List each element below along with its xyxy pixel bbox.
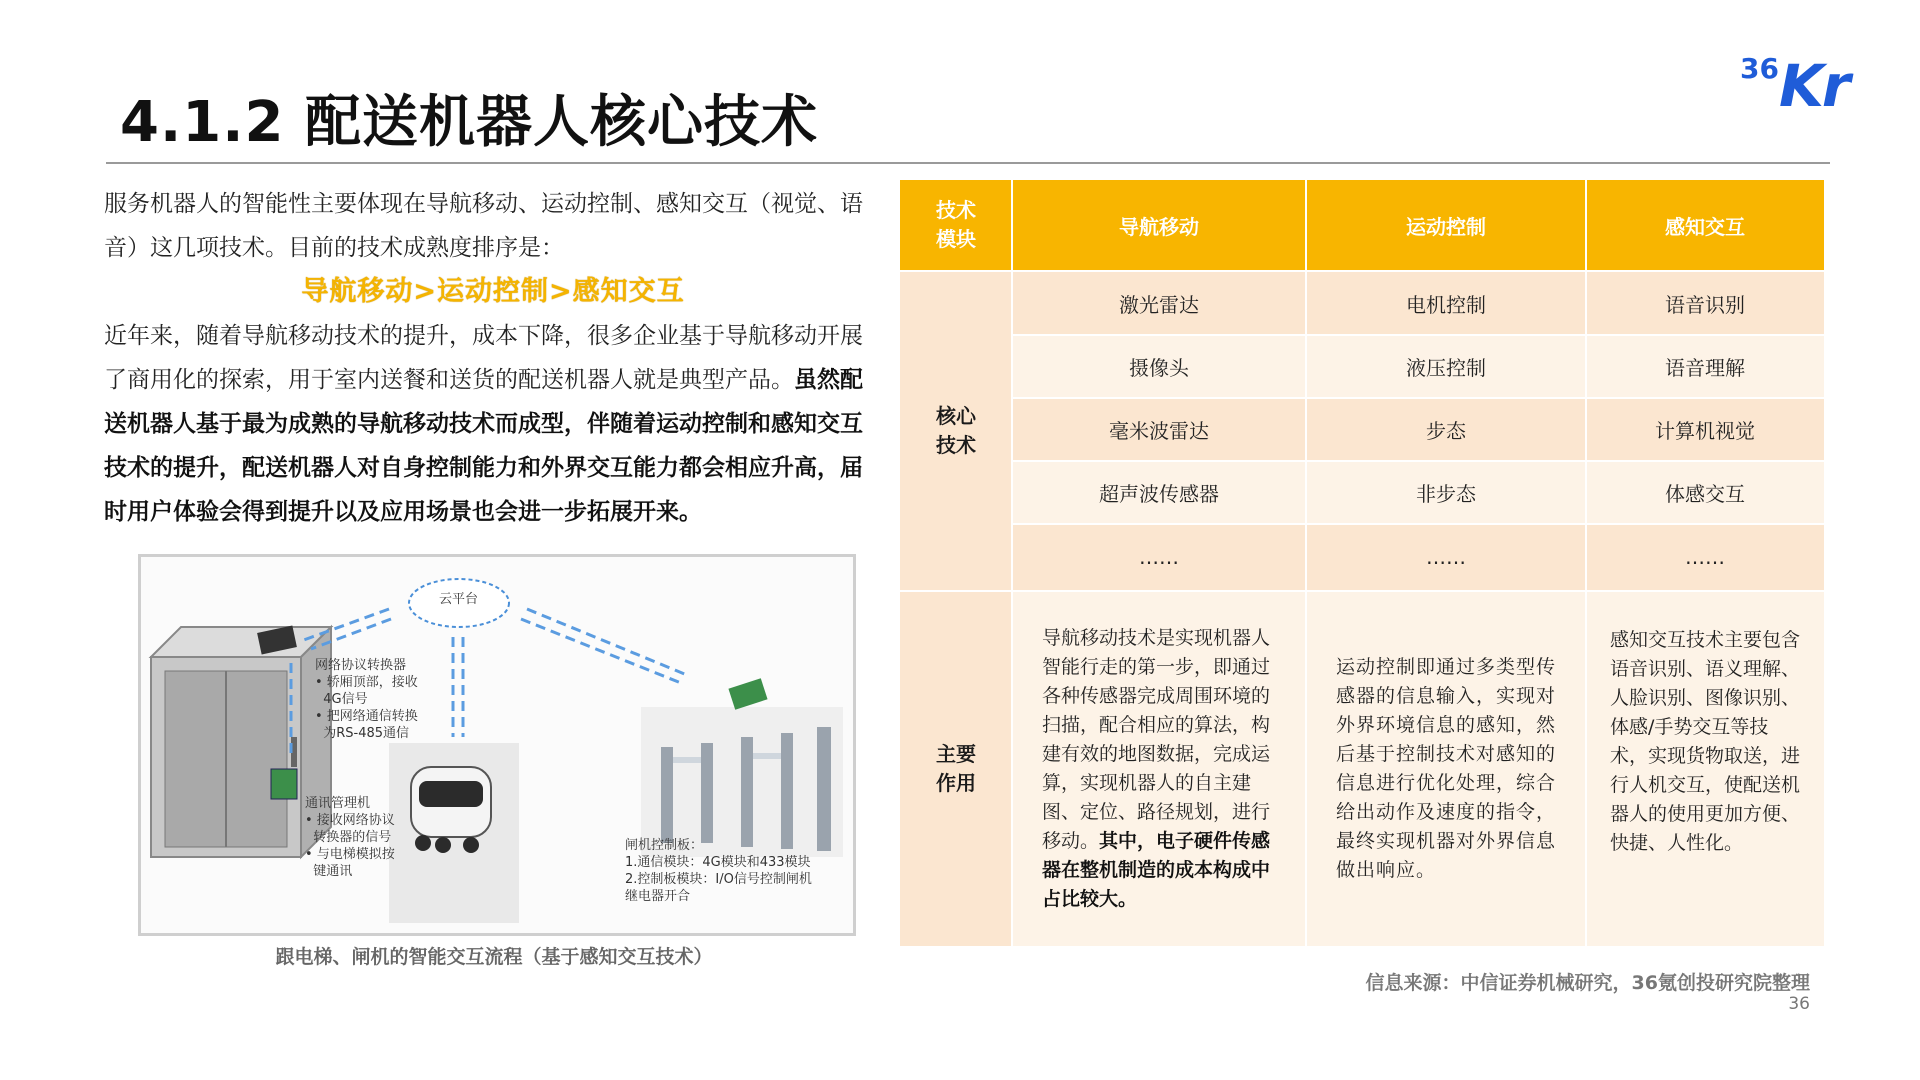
gateway-label: 网络协议转换器 • 轿厢顶部，接收 4G信号 • 把网络通信转换 为RS-485通信 xyxy=(315,658,418,741)
table-divider xyxy=(1585,180,1587,946)
table-cell: …… xyxy=(1012,524,1306,590)
core-tech-table xyxy=(900,180,1824,946)
table-cell: 步态 xyxy=(1306,398,1586,461)
intro-paragraph: 服务机器人的智能性主要体现在导航移动、运动控制、感知交互（视觉、语音）这几项技术。目前的技术成熟度排序是： xyxy=(104,191,863,261)
nav-role-bold: 其中，电子硬件传感器在整机制造的成本构成中占比较大。 xyxy=(1042,830,1271,910)
intro-text xyxy=(104,182,882,534)
core-tech-label: 核心 技术 xyxy=(900,272,1012,590)
motion-role-cell xyxy=(1306,592,1586,946)
source-note: 信息来源：中信证券机械研究，36氪创投研究院整理 xyxy=(1365,972,1810,994)
motion-role-text: 运动控制即通过多类型传感器的信息输入，实现对外界环境信息的感知，然后基于控制技术对感知的信息进行优化处理，综合给出动作及速度的指令，最终实现机器对外界信息做出响应。 xyxy=(1336,656,1557,881)
logo-number: 36 xyxy=(1740,52,1779,85)
page-title: 4.1.2 配送机器人核心技术 xyxy=(120,90,818,155)
table-cell: …… xyxy=(1586,524,1824,590)
cloud-label: 云平台 xyxy=(439,592,479,607)
table-cell: 摄像头 xyxy=(1012,335,1306,398)
diagram-caption: 跟电梯、闸机的智能交互流程（基于感知交互技术） xyxy=(275,946,713,968)
nav-role-cell xyxy=(1012,592,1306,946)
table-cell: …… xyxy=(1306,524,1586,590)
table-divider xyxy=(1012,334,1824,336)
page-number: 36 xyxy=(1788,994,1810,1014)
table-cell: 激光雷达 xyxy=(1012,272,1306,335)
maturity-ranking: 导航移动>运动控制>感知交互 xyxy=(301,276,685,307)
table-divider xyxy=(1305,180,1307,946)
table-divider xyxy=(1012,523,1824,525)
table-cell: 体感交互 xyxy=(1586,461,1824,524)
table-divider xyxy=(900,590,1824,592)
table-cell: 超声波传感器 xyxy=(1012,461,1306,524)
table-cell: 非步态 xyxy=(1306,461,1586,524)
header-nav: 导航移动 xyxy=(1012,180,1306,270)
perception-role-cell xyxy=(1586,592,1824,946)
body-bold-text: 虽然配送机器人基于最为成熟的导航移动技术而成型，伴随着运动控制和感知交互技术的提升，配送机器人对自身控制能力和外界交互能力都会相应升高，届时用户体验会得到提升以及应用场景也会进一步拓展开来。 xyxy=(104,367,863,525)
role-label: 主要 作用 xyxy=(900,592,1012,946)
logo-letters: Kr xyxy=(1778,52,1849,120)
body-normal-text: 近年来，随着导航移动技术的提升，成本下降，很多企业基于导航移动开展了商用化的探索，用于室内送餐和送货的配送机器人就是典型产品。 xyxy=(104,323,863,393)
interaction-diagram xyxy=(138,554,856,936)
table-cell: 液压控制 xyxy=(1306,335,1586,398)
table-divider xyxy=(1012,397,1824,399)
body-paragraph xyxy=(104,314,882,534)
table-cell: 计算机视觉 xyxy=(1586,398,1824,461)
header-perception: 感知交互 xyxy=(1586,180,1824,270)
table-cell: 语音理解 xyxy=(1586,335,1824,398)
comm-manager-label: 通讯管理机 • 接收网络协议 转换器的信号 • 与电梯模拟按 键通讯 xyxy=(305,796,395,879)
table-cell: 语音识别 xyxy=(1586,272,1824,335)
table-divider xyxy=(1012,460,1824,462)
table-cell: 电机控制 xyxy=(1306,272,1586,335)
table-divider xyxy=(1011,180,1013,946)
gate-controller-label: 闸机控制板： 1.通信模块：4G模块和433模块 2.控制板模块：I/O信号控制闸机 继电器开合 xyxy=(625,838,812,904)
nav-role-normal: 导航移动技术是实现机器人智能行走的第一步，即通过各种传感器完成周围环境的扫描，配合相应的算法，构建有效的地图数据，完成运算，实现机器人的自主建图、定位、路径规划，进行移动。 xyxy=(1042,627,1271,852)
title-divider xyxy=(106,162,1830,164)
header-motion: 运动控制 xyxy=(1306,180,1586,270)
nav-role-text xyxy=(1042,624,1276,914)
table-cell: 毫米波雷达 xyxy=(1012,398,1306,461)
table-divider xyxy=(900,270,1824,272)
header-module: 技术 模块 xyxy=(900,180,1012,270)
brand-logo xyxy=(1740,52,1849,120)
perception-role-text: 感知交互技术主要包含语音识别、语义理解、人脸识别、图像识别、体感/手势交互等技术，实现货物取送，进行人机交互，使配送机器人的使用更加方便、快捷、人性化。 xyxy=(1610,629,1801,854)
